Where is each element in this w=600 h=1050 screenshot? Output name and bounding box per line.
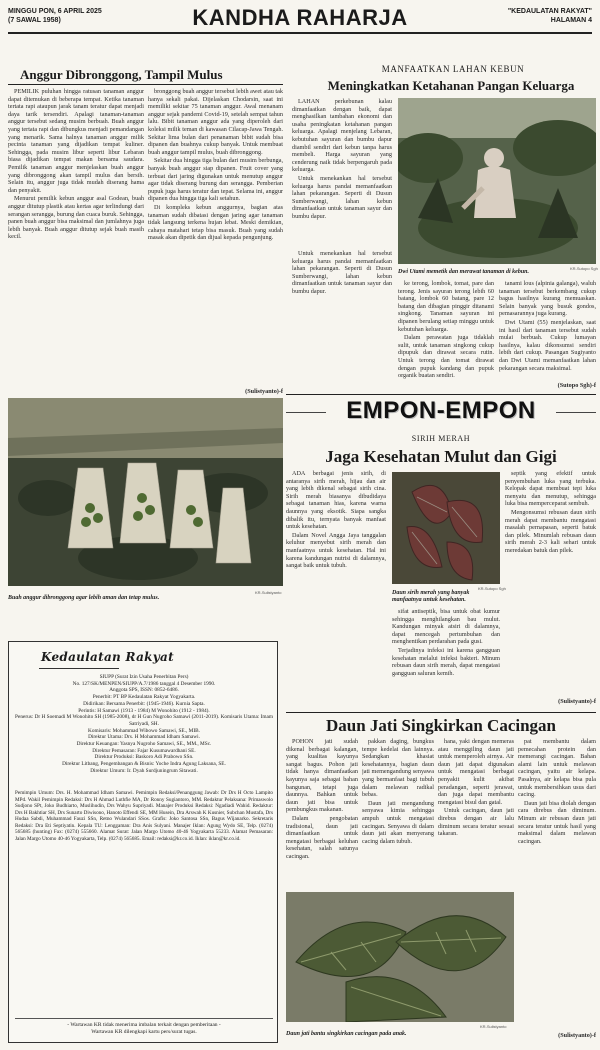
paragraph: Daun jati mengandung senyawa kimia sehingga ampuh untuk mengatasi cacingan. Senyawa di dalam daun jati akan menyerang cacing dalam tubuh. xyxy=(362,799,434,845)
paragraph: ADA berbagai jenis sirih, di antaranya sirih merah, hijau dan air yang lebih dikenal sebagai sirih cina. Sirih merah biasanya dibudidaya sebagai tanaman hias, karena warna daunnya yang eksotik. Siapa sangka dibalik itu, ternyata banyak manfaat untuk kesehatan. xyxy=(286,470,386,531)
article-lahan-column-1-cont xyxy=(292,250,392,390)
divider xyxy=(8,84,283,85)
paragraph: Di kompleks kebun anggurnya, bagian atas tanaman sudah dibatasi dengan jaring agar tanaman tidak langsung terkena hujan lebat. Meski demikian, cahaya matahari tetap bisa masuk. Buah yang sudah masak akan dipetik dan dijual kepada pengunjung. xyxy=(148,203,283,242)
paragraph: Sekitar dua hingga tiga bulan dari musim berbunga, banyak buah anggur siap dipanen. Fruit cover yang terbuat dari jaring digunakan untuk menutup anggur agar tidak diserang burung dan serangga. Pemberian pupuk juga harus teratur dan tepat. Selama ini, anggur dipanen dua hingga tiga kali setahun. xyxy=(148,157,283,203)
photo-credit: KR-Sutopo Sgh xyxy=(478,586,506,591)
paragraph: POHON jati sudah dikenal berbagai kalangan, yang kualitas kayunya sangat bagus. Pohon jati tidak hanya dimanfaatkan kayunya saja sebagai bahan bangunan, tetapi juga daunnya. Bahkan untuk daun jati bisa untuk pembungkus makanan. xyxy=(286,738,358,814)
colophon-line: Direktur Utama: Drs. H Mohammad Idham Samawi. xyxy=(88,734,200,741)
colophon-credits xyxy=(15,674,273,775)
article-sirih-column-3 xyxy=(505,470,596,698)
date-text: MINGGU PON, 6 APRIL 2025 xyxy=(8,8,102,15)
paragraph: Mengonsumsi rebusan daun sirih merah dapat membantu mengatasi masalah pernapasan, seperti batuk dan pilek. Minumlah rebusan daun sirih merah 2-3 kali sehari untuk meredakan batuk dan pilek. xyxy=(505,508,596,554)
photo-credit: KR-Sulistyanto xyxy=(480,1024,507,1029)
article-anggur-column-2 xyxy=(148,88,283,388)
article-sirih-kicker: SIRIH MERAH xyxy=(411,434,471,443)
garden-photo xyxy=(398,98,596,264)
colophon-line: Direktur Keuangan: Yasnya Nugroho Samawi, SE., MM., MSc. xyxy=(76,741,212,748)
colophon-line: Direktur Litbang, Pengembangan & Bisnis: Yoche Indra Agung Laksana, SE. xyxy=(62,761,226,768)
grape-photo-caption: Buah anggur dibronggong agar lebih aman dan tetap mulus. xyxy=(8,595,160,601)
page-title: KANDHA RAHARJA xyxy=(192,5,408,30)
paragraph: Daun jati bisa diolah dengan cara direbus dan diminum. Minum air rebusan daun jati secara teratur untuk hasil yang maksimal dalam melawan cacingan. xyxy=(518,799,596,845)
paragraph: pakkan daging, bungkus tempe kedelai dan lainnya. Sedangkan khasiat kesehatannya, bagian daun jati memengandung senyawa yang bermanfaat bagi tubuh dalam melawan radikal bebas. xyxy=(362,738,434,799)
paragraph: Dalam perawatan juga tidaklah sulit, untuk tanaman singkong cukup dipupuk dan dirawat secara rutin. Untuk terong dan tomat dirawat dengan pupuk kandang dan pupuk organik buatan sendiri. xyxy=(398,334,494,380)
colophon-line: Anggota SPS, ISSN: 0852-6486. xyxy=(109,687,179,694)
article-sirih-headline: Jaga Kesehatan Mulut dan Gigi xyxy=(325,447,557,466)
paragraph: hana, yaki dengan memeras atau menggiling daun jati untuk memperoleh airnya. Air daun jati dapat digunakan untuk mengatasi berbagai penyakit kulit akibat peradangan, seperti jerawat, dan juga dapat membantu mengatasi bisul dan gatal. xyxy=(438,738,514,806)
betel-photo-caption: Daun sirih merah yang banyak manfaatnya untuk kesehatan. xyxy=(392,590,470,603)
colophon-line: Komisaris: Mohammad Wibowo Samawi, SE., MIB. xyxy=(88,727,200,734)
divider xyxy=(39,668,119,669)
article-sirih-column-2 xyxy=(392,608,500,708)
article-lahan-column-3 xyxy=(499,280,596,380)
colophon-footer-line: Wartawan KR dilengkapi kartu pers/surat tugas. xyxy=(91,1029,197,1035)
colophon-logo: Kedaulatan Rakyat xyxy=(41,650,174,664)
motto-text: "KEDAULATAN RAKYAT" xyxy=(507,8,592,15)
betel-leaf-photo xyxy=(392,472,500,584)
colophon-footer-line: - Wartawan KR tidak menerima imbalan terkait dengan pemberitaan - xyxy=(67,1022,221,1028)
article-jati-headline: Daun Jati Singkirkan Cacingan xyxy=(325,716,557,735)
colophon-line: SIUPP (Surat Izin Usaha Penerbitan Pers) xyxy=(99,674,189,680)
colophon-line: Didirikan: Bersama Penerbit: (1945-1946). Kurnia Sapta. xyxy=(83,700,205,707)
colophon-box xyxy=(8,641,278,1043)
issue-info xyxy=(508,7,592,25)
divider xyxy=(286,712,596,713)
paragraph: Dalam Novel Angga Jaya tanggalan keluhur menyebut sirih merah dan manfaatnya untuk kesehatan. Hal ini karena kandungan nutrisi di dalamnya, sangat baik untuk tubuh. xyxy=(286,531,386,570)
article-lahan-kicker: MANFAATKAN LAHAN KEBUN xyxy=(381,64,525,74)
paragraph: tanami lous (alpinia galanga), waluh tanaman tersebut berkembang cukup bagus hasilnya kurang memuaskan. Selain banyak yang busuk gondos, pemasarannya juga kurang. xyxy=(499,280,596,318)
article-sirih-column-1 xyxy=(286,470,386,708)
colophon-line: Penerbit: PT BP Kedaulatan Rakyat Yogyakarta. xyxy=(92,694,196,701)
paragraph: pat membantu dalam pemecahan protein dan memerangi cacingan. Bahan alami lain untuk melawan cacingan, yaitu air kelapa. Pasalnya, air kelapa bisa pula untuk membersihkan usus dari cacing. xyxy=(518,738,596,799)
article-lahan-column-1 xyxy=(292,98,392,246)
colophon-line: Direktur Umum: Ir. Dyah Surdjuningrum Sitawati. xyxy=(90,767,198,774)
article-lahan-author: (Sutopo Sgh)-f xyxy=(557,382,596,389)
paragraph: Untuk cacingan, daun jati direbus dengan air lalu diminum secara teratur sesuai takaran. xyxy=(438,807,514,838)
photo-credit: KR-Sulistyanto xyxy=(255,590,282,595)
colophon-footer xyxy=(15,1018,273,1036)
paragraph: Menurut pemilik kebun anggur asal Godean, buah anggur ditutup plastik atau kertas agar terlindungi dari serangan serangga, burung dan cuaca buruk. Sehingga, panen buah anggur bisa maksimal dan jumlahnya juga lebih banyak. Buah anggur ditutup sejak buah masih kecil. xyxy=(8,195,144,241)
article-lahan-column-2 xyxy=(398,280,494,390)
garden-photo-caption: Dwi Utami memetik dan merawat tanaman di kebun. xyxy=(398,269,530,275)
paragraph: bronggong buah anggur tersebut lebih awet atau tak hanya sekali pakai. Dijelaskan Chodarsin, saat ini memiliki sekitar 75 tanaman anggur. Awal menanam anggur sejak pandemi Covid-19, setelah sempat tahun lalu. Bibit tanaman anggur ada yang diperoleh dari koleksi milik teman di kawasan Cilacap-Jawa Tengah. Sekitar lima bulan dari penanaman bibit sudah bisa dipanen dan buahnya cukup banyak. Untuk membuat buah anggur tampil mulus, buah dibronggong. xyxy=(148,88,283,156)
article-sirih-author: (Sulistyanto)-f xyxy=(558,698,596,705)
page-number: HALAMAN 4 xyxy=(550,17,592,24)
teak-leaf-photo xyxy=(286,892,514,1022)
photo-credit: KR-Sutopo Sgh xyxy=(570,266,598,271)
article-anggur-author: (Sulistyanto)-f xyxy=(245,388,283,395)
article-jati-column-3 xyxy=(438,738,514,888)
paragraph: Untuk menekankan hal tersebut keluarga harus pandai memanfaatkan lahan pekarangan. Seperti di Dusun Sumberwangi, lahan kebun dimanfaatkan untuk tanaman sayur dan bumbu dapur. xyxy=(292,250,392,295)
teak-photo-caption: Daun jati bantu singkirkan cacingan pada anak. xyxy=(286,1031,407,1037)
colophon-staff-list: Pemimpin Umum: Drs. H. Mohammad Idham Samawi. Pemimpin Redaksi/Penanggung Jawab: Dr Drs H Octo Lampito MPd. Wakil Pemimpin Redaksi: Drs H Ahmad Luthfie MA, Dr Ronny Sugiantoro, MM. Redaktur Pelaksana: Primaswolo Sudjono SPt, Joko Budhiarto, Muslihudin, Drs Wahyu Supriyadi. Manajer Produksi Redaksi: Ngadiadi Wahid. Redaktur: Drs H Bakhtiar SH, Drs Sunarto Diwisono, Hanoto Effendi SE, MM Husein, Dra Arswah K Kusnier, Subchan Mustafa, Drs Hudaa Sabdi, Muhammad Fauzi SSn, Retno Wulandari SSos. Grafis: Joko Santosa SSn, Bagus Wijanarko. Sekretaris Redaksi: Dra Eti Septiyatin. Kepala TU: Lenggaman: Dra Anis Sulyani. Manajer Iklan: Agung Wydo SE, Telp. (0274) 565685 (hunting) Fax: (0274) 555660. Alamat Surat: Jalan Margo Utomo 40-46 Yogyakarta 55233. Alamat Pemasaran: Jalan Margo Utomo 40-46 Yogyakarta, Telp. (0274) 565685. Email: redaksi@kr.co.id. Iklan: iklan@kr.co.id. xyxy=(15,790,273,842)
paragraph: LAHAN perkebunan kalau dimanfaatkan dengan baik, dapat menghasilkan tambahan ekonomi dan usaha peningkatan ketahanan pangan keluarga. Apalagi menjelang Lebaran, kebutuhan sayuran dan bumbu dapur diambil sendiri dari kebun tanpa harus membeli. Harga sayuran yang cenderung naik tidak berpengaruh pada keluarga. xyxy=(292,98,392,174)
article-jati-column-4 xyxy=(518,738,596,1028)
colophon-line: No. 127/SK/MENPEN/SIUPP/A.7/1986 tanggal 4 Desember 1990. xyxy=(72,680,216,687)
paragraph: sifat antiseptik, bisa untuk obat kumur sehingga menghilangkan bau mulut. Kandungan minyak atsiri di dalamnya, dapat mencegah pertumbuhan dan menghentikan perdarahan pada gusi. xyxy=(392,608,500,646)
paragraph: Dalam pengobatan tradisional, daun jati dimanfaatkan untuk mengatasi berbagai keluhan kesehatan, salah satunya cacingan. xyxy=(286,814,358,860)
divider xyxy=(286,394,596,395)
paragraph: PEMILIK puluhan hingga ratusan tanaman anggur dapat ditemukan di beberapa tempat. Ketika tanaman tertata rapi ataupun jarak tanam teratur dapat menjadi daya tarik tersendiri. Apalagi tanaman-tanaman anggur tersebut sedang musim berbuah. Buah anggur yang tertata rapi dan dibungkus menjadi pemandangan yang menarik. Sama halnya tanaman anggur milik pecinta tanaman yang dijadikan tempat kuliner. Sehingga, pada musim libur seperti libur Lebaran biasa dijadikan tempat makan bersama saudara. Pemilik tanaman anggur menjelaskan buah anggur yang dibronggong akan tampil mulus dan bersih. Selain itu, anggur juga tidak mudah diserang hama dan penyakit. xyxy=(8,88,144,194)
colophon-line: Direktur Pemasaran: Fajar Kusumawardhani SE. xyxy=(92,747,196,754)
article-lahan-headline: Meningkatkan Ketahanan Pangan Keluarga xyxy=(327,78,575,93)
paragraph: ke terong, lombok, tomat, pare dan terong. Jenis sayuran terong lebih 60 batang, lombok 60 batang, pare 12 batang dan dibagian pinggir ditanami singkong. Tanaman sayuran ini dipanen berulang setiap minggu untuk kebutuhan keluarga. xyxy=(398,280,494,333)
article-anggur-column-1 xyxy=(8,88,144,388)
paragraph: septik yang efektif untuk penyembuhan luka yang terbuka. Kelopak dapat membuat tepi luka menyatu dan menutup, sehingga luka bisa memperceparat sembuh. xyxy=(505,470,596,508)
hijri-date-text: (7 SAWAL 1958) xyxy=(8,17,61,24)
article-jati-author: (Sulistyanto)-f xyxy=(558,1032,596,1039)
grape-photo xyxy=(8,398,283,586)
masthead xyxy=(8,4,592,34)
section-title: EMPON-EMPON xyxy=(286,397,596,425)
colophon-line: Direktur Produksi: Baskoro Adi Prabowo SSn. xyxy=(94,754,194,761)
colophon-line: Penerus: Dr H Soemadi M Wonohito SH (1985-2008), dr H Gun Nugroho Samawi (2011-2019). Komisaris Utama: Imam Satriyadi, SH. xyxy=(15,714,273,727)
paragraph: Dwi Utami (55) menjelaskan, saat ini hasil dari tanaman tersebut sudah mulai berbuah. Cukup lumayan hasilnya, kalau dikonsumsi sendiri lebih dari cukup. Pasangan Sugiyanto dan Dwi Utami memanfaatkan lahan pekarangan secara maksimal. xyxy=(499,318,596,372)
paragraph: Terjadinya infeksi ini karena gangguan kesehatan melalui infeksi bakteri. Minum rebusan daun sirih merah, dapat mengatasi gangguan saluran kemih. xyxy=(392,646,500,677)
colophon-line: Perintis: H Samawi (1913 - 1984) M Wonohito (1912 - 1984). xyxy=(78,707,210,714)
paragraph: Untuk menekankan hal tersebut keluarga harus pandai memanfaatkan lahan pekarangan. Seperti di Dusun Sumberwangi, lahan kebun dimanfaatkan untuk tanaman sayur dan bumbu dapur. xyxy=(292,174,392,220)
article-anggur-headline: Anggur Dibronggong, Tampil Mulus xyxy=(20,67,223,82)
